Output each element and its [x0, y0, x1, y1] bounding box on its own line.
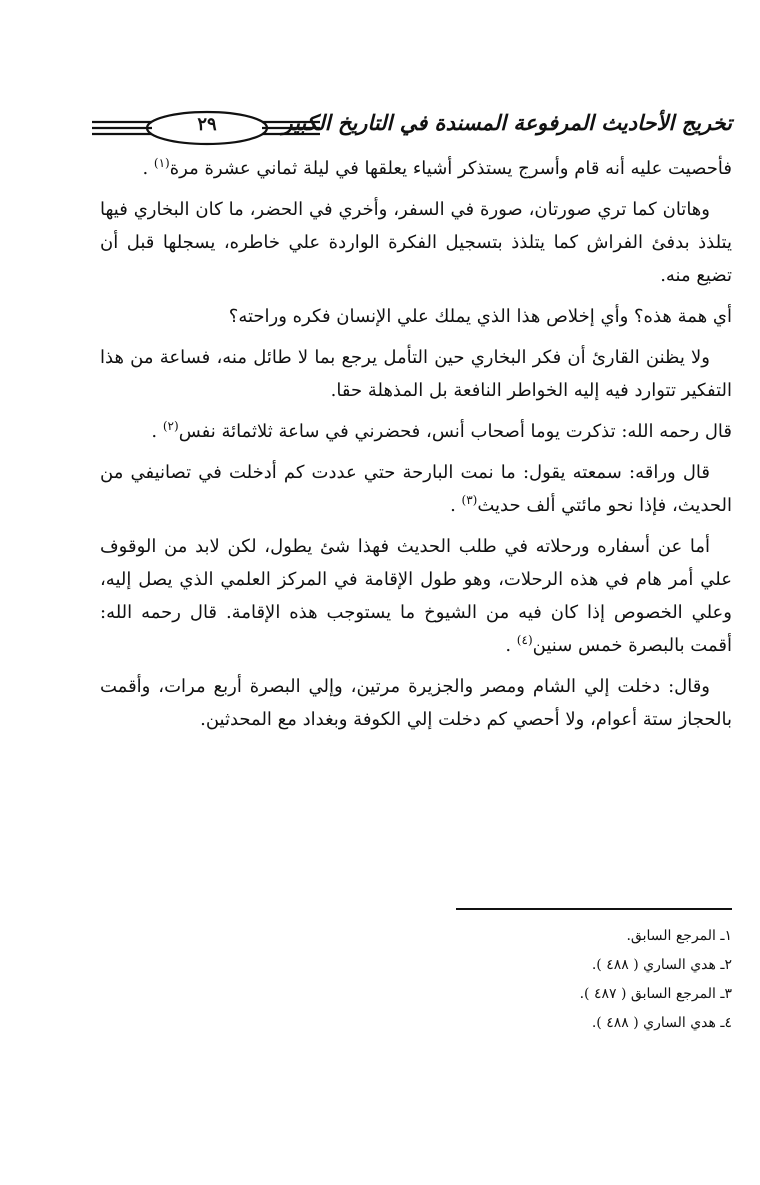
main-text	[100, 152, 732, 744]
footnote-item: ٢ـ هدي الساري ( ٤٨٨ ).	[591, 957, 732, 973]
page-header	[92, 108, 732, 148]
footnote-ref: (٢)	[162, 419, 179, 433]
footnote-ref: (٤)	[516, 633, 533, 647]
footnote-ref: (٣)	[461, 493, 478, 507]
paragraph: أي همة هذه؟ وأي إخلاص هذا الذي يملك علي الإنسان فكره وراحته؟	[228, 306, 732, 327]
paragraph: فأحصيت عليه أنه قام وأسرج يستذكر أشياء يعلقها في ليلة ثماني عشرة مرة$^{(١)}$ .	[142, 156, 732, 179]
footnote-item: ٣ـ المرجع السابق ( ٤٨٧ ).	[579, 986, 732, 1002]
paragraph: وهاتان كما تري صورتان، صورة في السفر، وأخري في الحضر، ما كان البخاري فيها يتلذذ بدفئ الفراش كما يتلذذ بتسجيل الفكرة الواردة علي خاطره، يسجلها قبل أن تضيع منه.	[100, 199, 732, 286]
footnote-item: ١ـ المرجع السابق.	[626, 928, 732, 944]
footnote-ref: (١)	[153, 156, 170, 170]
paragraph: قال وراقه: سمعته يقول: ما نمت البارحة حتي عددت كم أدخلت في تصانيفي من الحديث، فإذا نحو مائتي ألف حديث$^{(٣)}$ .	[100, 462, 732, 516]
running-title: تخريج الأحاديث المرفوعة المسندة في التاريخ الكبير	[282, 110, 732, 135]
paragraph: ولا يظنن القارئ أن فكر البخاري حين التأمل يرجع بما لا طائل منه، فساعة من هذا التفكير تتوارد فيه إليه الخواطر النافعة بل المذهلة حقا.	[100, 347, 732, 401]
footnote-item: ٤ـ هدي الساري ( ٤٨٨ ).	[591, 1015, 732, 1031]
footnotes-list	[332, 922, 732, 1038]
page-number: ٢٩	[197, 114, 217, 135]
paragraph: أما عن أسفاره ورحلاته في طلب الحديث فهذا شئ يطول، لكن لابد من الوقوف علي أمر هام في هذه الرحلات، وهو طول الإقامة في المركز العلمي الذي يصل إليه، وعلي الخصوص إذا كان فيه من الشيوخ ما يستوجب هذه الإقامة. قال رحمه الله: أقمت بالبصرة خمس سنين$^{(٤)}$ .	[100, 536, 732, 656]
paragraph: قال رحمه الله: تذكرت يوما أصحاب أنس، فحضرني في ساعة ثلاثمائة نفس$^{(٢)}$ .	[151, 419, 732, 442]
footnote-divider	[456, 908, 732, 910]
paragraph: وقال: دخلت إلي الشام ومصر والجزيرة مرتين، وإلي البصرة أربع مرات، وأقمت بالحجاز ستة أعوام، ولا أحصي كم دخلت إلي الكوفة وبغداد مع المحدثين.	[100, 676, 732, 730]
